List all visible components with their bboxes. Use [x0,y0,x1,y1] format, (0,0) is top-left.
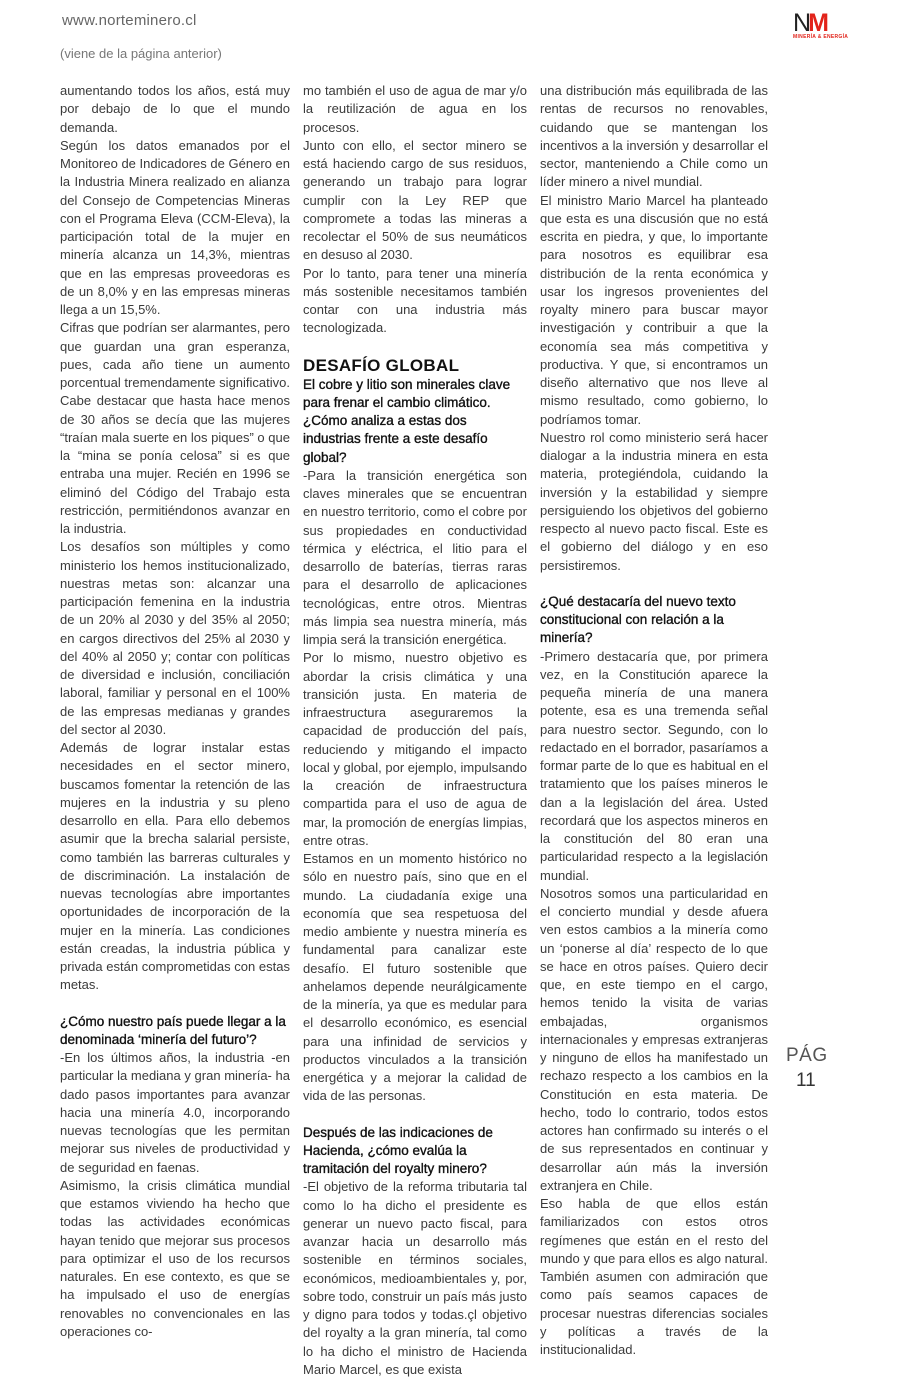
body-paragraph: Junto con ello, el sector minero se está haciendo cargo de sus residuos, generando un trabajo para lograr cumplir con la Ley REP que compromete a todas las mineras a recolectar el 50% de sus neumáticos en desuso al 2030. [303,137,527,263]
continued-note: (viene de la página anterior) [60,46,222,61]
body-paragraph: Los desafíos son múltiples y como ministerio los hemos institucionalizado, nuestras metas son: alcanzar una participación femenina en la industria de un 20% al 2030 y del 35% al 2050; en cargos directivos del 25% al 2030 y del 40% al 2050 y; contar con políticas de diversidad e inclusión, conciliación laboral, familiar y personal en el 100% de las empresas medianas y grandes del sector al 2030. [60,539,290,737]
body-paragraph: -Para la transición energética son claves minerales que se encuentran en nuestro territorio, como el cobre por sus propiedades en conductividad térmica y eléctrica, el litio para el desarrollo de baterías, tierras raras para el desarrollo de aplicaciones tecnológicas, entre otros. Mientras más limpia sea nuestra minería, más limpia será la transición energética. [303,467,527,647]
article-column-1 [60,82,290,1341]
body-paragraph: Por lo tanto, para tener una minería más sostenible necesitamos también contar con una industria más tecnologizada. [303,265,527,336]
body-paragraph: una distribución más equilibrada de las rentas de recursos no renovables, cuidando que se mantengan los incentivos a la inversión y desarrollar el sector, manteniendo a Chile como un líder minero a nivel mundial. [540,83,768,190]
body-paragraph: Estamos en un momento histórico no sólo en nuestro país, sino que en el mundo. La ciudadanía exige una economía que sea respetuosa del medio ambiente y nuestra minería es fundamental para canalizar este desafío. El futuro sostenible que anhelamos depende neurálgicamente de la minería, ya que es medular para el desarrollo económico, es esencial para una infinidad de servicios y productos vinculados a la transición energética y a mejorar la calidad de vida de las personas. [303,851,527,1104]
body-paragraph: Cifras que podrían ser alarmantes, pero que guardan una gran esperanza, pues, cada año tiene un aumento porcentual tremendamente significativo. Cabe destacar que hasta hace menos de 30 años se decía que las mujeres “traían mala suerte en los piques” o que la “mina se ponía celosa” si es que entraba una mujer. Recién en 1996 se eliminó del Código del Trabajo esta restricción, permitiéndonos avanzar en la industria. [60,320,290,536]
body-paragraph: -El objetivo de la reforma tributaria tal como lo ha dicho el presidente es generar un nuevo pacto fiscal, para avanzar hacia un desarrollo más sostenible en términos sociales, económicos, medioambientales y, por, sobre todo, construir un país más justo y digno para todos y todas.çl objetivo del royalty a la gran minería, tal como lo ha dicho el ministro de Hacienda Mario Marcel, es que exista [303,1179,528,1377]
body-paragraph: Asimismo, la crisis climática mundial que estamos viviendo ha hecho que todas las actividades económicas hayan tenido que mejorar sus procesos para optimizar el uso de los recursos naturales. En ese contexto, es que se ha impulsado el uso de energías renovables no convencionales en las operaciones co- [60,1177,290,1339]
interview-question: ¿Cómo nuestro país puede llegar a la denominada ‘minería del futuro’? [60,1013,286,1047]
interview-question: ¿Qué destacaría del nuevo texto constitucional con relación a la minería? [540,593,736,646]
body-paragraph: Por lo mismo, nuestro objetivo es abordar la crisis climática y una transición justa. En materia de infraestructura aseguraremos la capacidad de producción del país, reduciendo y mitigando el impacto local y global, por ejemplo, impulsando la creación de infraestructura compartida para el uso de agua de mar, la promoción de energías limpias, entre otras. [303,650,528,848]
body-paragraph: -Primero destacaría que, por primera vez, en la Constitución aparece la pequeña minería de una manera potente, esa es una tremenda señal para nuestro sector. Segundo, con lo redactado en el borrador, pasaríamos a formar parte de lo que es habitual en el tratamiento que los países mineros le dan a la legislación del área. Usted recordará que los aspectos mineros en la constitución del 80 eran una particularidad respecto a la legislación mundial. [540,648,768,883]
page-label: PÁG [786,1045,828,1066]
interview-question: El cobre y litio son minerales clave para frenar el cambio climático. ¿Cómo analiza a estas dos industrias frente a este desafío global? [303,376,511,465]
brand-logo [793,9,853,46]
interview-question: Después de las indicaciones de Hacienda, ¿cómo evalúa la tramitación del royalty minero? [303,1124,493,1176]
body-paragraph: -En los últimos años, la industria -en particular la mediana y gran minería- ha dado pasos importantes para avanzar hacia una minería 4.0, incorporando nuevas tecnologías que les permitan mejorar sus niveles de productividad y de seguridad en faenas. [60,1050,290,1175]
logo-letter-m: M [808,9,826,37]
body-paragraph: aumentando todos los años, está muy por debajo de lo que el mundo demanda. [60,83,290,135]
article-column-2 [303,82,527,1379]
body-paragraph: Eso habla de que ellos están familiarizados con estos otros regímenes que están en el resto del mundo y que para ellos es algo natural. También asumen con admiración que como país seamos capaces de procesar nuestras diferencias sociales y políticas a través de la institucionalidad. [540,1196,768,1357]
body-paragraph: Nosotros somos una particularidad en el concierto mundial y desde afuera ven estos cambios a la minería como un ‘ponerse al día’ respecto de lo que se hace en otros países. Quiero decir que, en este tiempo en el cargo, hemos tenido la visita de varias embajadas, organismos internacionales y empresas extranjeras y ninguno de ellos ha manifestado un rechazo respecto a los cambios en la Constitución en esta materia. De hecho, todo lo contrario, todos estos actores han confirmado su interés o el de sus representados en continuar y desarrollar aún más la inversión extranjera en Chile. [540,885,768,1193]
logo-subtitle: MINERÍA & ENERGÍA [793,34,849,40]
body-paragraph: Según los datos emanados por el Monitoreo de Indicadores de Género en la Industria Minera realizado en alianza del Consejo de Competencias Mineras con el Programa Eleva (CCM-Eleva), la participación total de la mujer en minería alcanza un 14,3%, mientras que en las empresas proveedoras es de un 8,0% y en las empresas mineras llega a un 15,5%. [60,137,290,317]
body-paragraph: mo también el uso de agua de mar y/o la reutilización de agua en los procesos. [303,83,527,135]
body-paragraph: Nuestro rol como ministerio será hacer dialogar a la industria minera en esta materia, protegiéndola, cuidando la inversión y la estabilidad y siempre persiguiendo los objetivos del gobierno respecto al nuevo pacto fiscal. Este es el gobierno del diálogo y en eso persistiremos. [540,429,768,573]
section-heading: DESAFÍO GLOBAL [303,355,460,375]
logo-letter-n: N [793,9,809,37]
body-paragraph: El ministro Mario Marcel ha planteado que esta es una discusión que no está escrita en piedra, y que, lo importante para nosotros es equilibrar esa distribución de la renta económica y usar los ingresos provenientes del royalty minero para buscar mayor investigación y contribuir a que la economía sea más competitiva y productiva. Y que, si encontramos un diseño alternativo que nos lleve al mismo resultado, como gobierno, lo podríamos tomar. [540,192,768,427]
article-column-3 [540,82,768,1359]
site-url: www.norteminero.cl [62,12,197,29]
body-paragraph: Además de lograr instalar estas necesidades en el sector minero, buscamos fomentar la retención de las mujeres en la industria y su pleno desarrollo en ella. Para ello debemos asumir que la brecha salarial persiste, como también las barreras culturales y de discriminación. La instalación de nuevas tecnologías abre importantes oportunidades de incorporación de la mujer en la minería. Las condiciones están creadas, la industria pública y privada están comprometidas con estas metas. [60,740,290,993]
page-number: 11 [796,1070,816,1091]
